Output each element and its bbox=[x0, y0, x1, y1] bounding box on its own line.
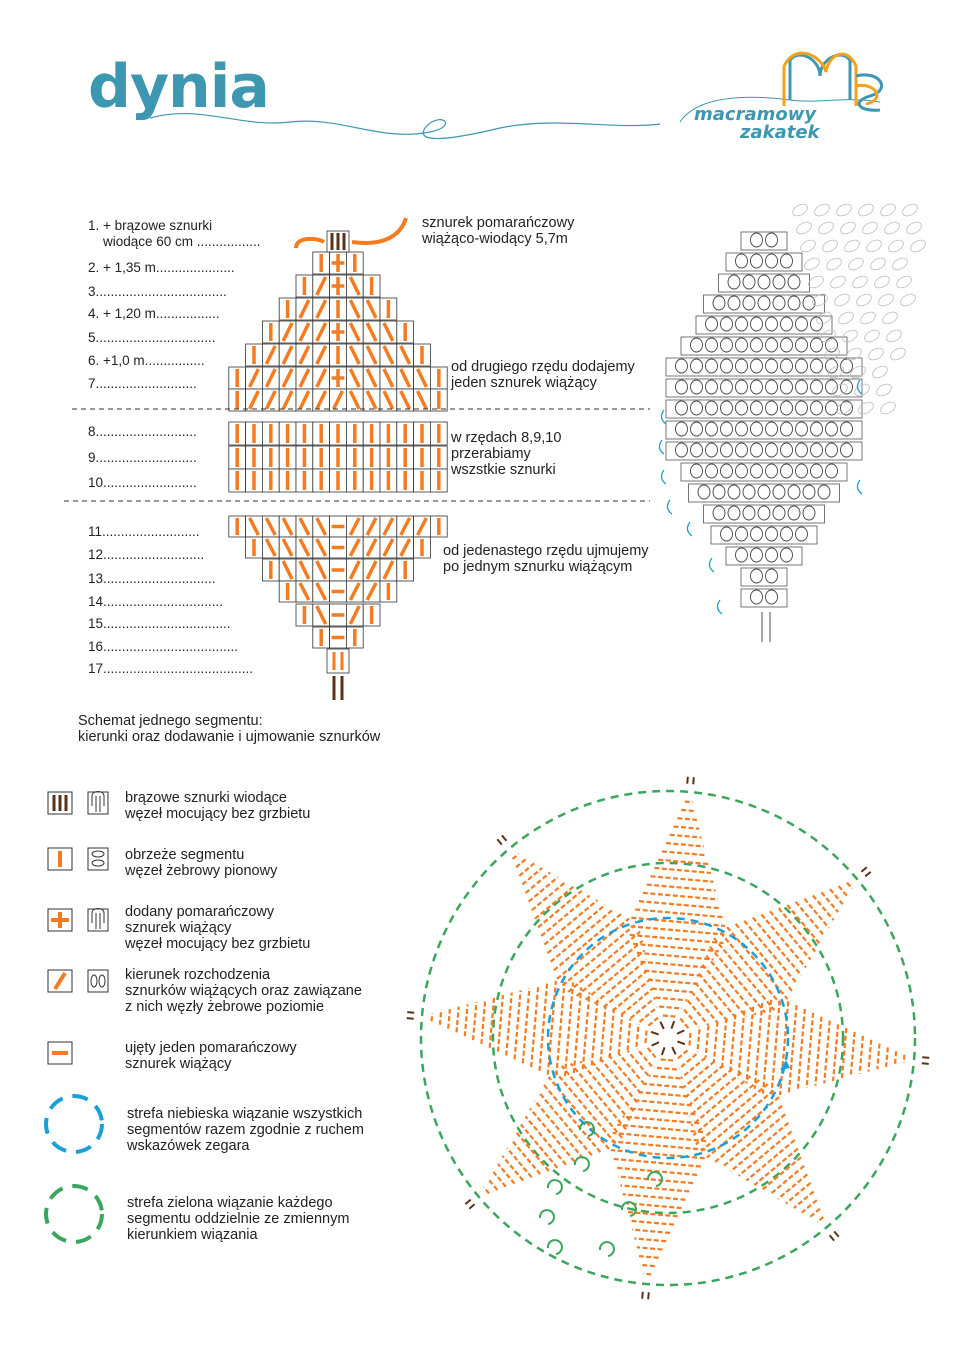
knot-pill bbox=[803, 506, 815, 520]
neighbor-knot bbox=[861, 220, 880, 237]
knot-pill bbox=[743, 296, 755, 310]
knot-pill bbox=[676, 401, 688, 415]
knot-pill bbox=[676, 359, 688, 373]
knot-pill bbox=[691, 401, 703, 415]
knot-pill bbox=[691, 422, 703, 436]
neighbor-knot bbox=[881, 310, 900, 327]
knot-pill bbox=[698, 485, 710, 499]
knot-pill bbox=[736, 443, 748, 457]
knot-pill bbox=[766, 359, 778, 373]
knot-pill bbox=[751, 254, 763, 268]
row-label-15: 15.................................. bbox=[88, 616, 231, 631]
knot-pill bbox=[706, 401, 718, 415]
row-label-6: 6. +1,0 m................ bbox=[88, 353, 205, 368]
knot-pill bbox=[736, 359, 748, 373]
knot-pill bbox=[736, 317, 748, 331]
knot-pill bbox=[796, 380, 808, 394]
knot-pill bbox=[811, 359, 823, 373]
neighbor-knot bbox=[857, 202, 876, 219]
knot-pill bbox=[773, 485, 785, 499]
neighbor-knot bbox=[857, 400, 876, 417]
knot-pill bbox=[781, 443, 793, 457]
knot-pill bbox=[781, 254, 793, 268]
knot-pill bbox=[713, 485, 725, 499]
knot-pill bbox=[751, 359, 763, 373]
neighbor-knot bbox=[879, 400, 898, 417]
neighbor-knot bbox=[891, 256, 910, 273]
knot-pill bbox=[751, 443, 763, 457]
neighbor-knot bbox=[899, 292, 918, 309]
row-label-17: 17........................................ bbox=[88, 661, 254, 676]
neighbor-knot bbox=[847, 256, 866, 273]
knot-blue-arrow bbox=[709, 558, 714, 572]
row-label-1: 1. + brązowe sznurki wiodące 60 cm ................. bbox=[88, 218, 261, 249]
neighbor-knot bbox=[871, 364, 890, 381]
knot-pill bbox=[796, 359, 808, 373]
knot-pill bbox=[713, 506, 725, 520]
knot-pill bbox=[743, 275, 755, 289]
neighbor-knot bbox=[889, 346, 908, 363]
knot-blue-arrow bbox=[661, 410, 666, 424]
neighbor-knot bbox=[791, 202, 810, 219]
knot-pill bbox=[788, 296, 800, 310]
knot-pill bbox=[691, 464, 703, 478]
neighbor-knot bbox=[795, 220, 814, 237]
knot-pill bbox=[773, 506, 785, 520]
knot-pill bbox=[751, 527, 763, 541]
knot-pill bbox=[721, 338, 733, 352]
knot-pill bbox=[721, 380, 733, 394]
row-label-8: 8........................... bbox=[88, 424, 197, 439]
knot-pill bbox=[751, 338, 763, 352]
row-label-13: 13.............................. bbox=[88, 571, 216, 586]
knot-pill bbox=[811, 380, 823, 394]
knot-pill bbox=[766, 527, 778, 541]
knot-row-frame bbox=[741, 232, 787, 250]
knot-row-frame bbox=[741, 568, 787, 586]
knot-pill bbox=[811, 464, 823, 478]
neighbor-knot bbox=[883, 220, 902, 237]
knot-pill bbox=[736, 548, 748, 562]
neighbor-knot bbox=[905, 220, 924, 237]
knot-pill bbox=[721, 317, 733, 331]
neighbor-knot bbox=[799, 238, 818, 255]
knot-pill bbox=[758, 275, 770, 289]
knot-pill bbox=[766, 233, 778, 247]
knot-pill bbox=[781, 359, 793, 373]
knot-pill bbox=[721, 422, 733, 436]
knot-pill bbox=[736, 527, 748, 541]
note-add-cord: od drugiego rzędu dodajemy jeden sznurek wiążący bbox=[451, 359, 635, 391]
knot-pill bbox=[796, 338, 808, 352]
neighbor-knot bbox=[833, 292, 852, 309]
logo-text-line1: macramowy bbox=[694, 104, 817, 125]
neighbor-knot bbox=[803, 256, 822, 273]
neighbor-knot bbox=[813, 202, 832, 219]
knot-pill bbox=[706, 359, 718, 373]
row-label-11: 11.......................... bbox=[88, 524, 200, 539]
knot-pill bbox=[758, 506, 770, 520]
knot-pill bbox=[736, 254, 748, 268]
neighbor-knot bbox=[837, 310, 856, 327]
knot-pill bbox=[826, 359, 838, 373]
knot-pill bbox=[751, 464, 763, 478]
knot-pill bbox=[736, 401, 748, 415]
neighbor-knot bbox=[859, 310, 878, 327]
knot-pill bbox=[751, 590, 763, 604]
knot-pill bbox=[766, 380, 778, 394]
note-remove-cord: od jedenastego rzędu ujmujemy po jednym sznurku wiążącym bbox=[443, 543, 649, 575]
knot-pill bbox=[706, 422, 718, 436]
knot-blue-arrow bbox=[661, 470, 666, 484]
neighbor-knot bbox=[851, 274, 870, 291]
neighbor-knot bbox=[855, 292, 874, 309]
knot-blue-arrow bbox=[667, 500, 672, 514]
neighbor-knot bbox=[843, 238, 862, 255]
knot-pill bbox=[676, 380, 688, 394]
legend-text-diagonal: kierunek rozchodzenia sznurków wiążących oraz zawiązane z nich węzły żebrowe poziomie bbox=[125, 967, 362, 1015]
knot-pill bbox=[766, 317, 778, 331]
knot-pill bbox=[736, 422, 748, 436]
knot-pill bbox=[751, 317, 763, 331]
legend-text-green-zone: strefa zielona wiązanie każdego segmentu oddzielnie ze zmiennym kierunkiem wiązania bbox=[127, 1195, 350, 1243]
neighbor-knot bbox=[885, 328, 904, 345]
knot-pill bbox=[788, 506, 800, 520]
knot-pill bbox=[758, 485, 770, 499]
row-label-16: 16.................................... bbox=[88, 639, 239, 654]
knot-pill bbox=[706, 443, 718, 457]
knot-blue-arrow bbox=[857, 380, 862, 394]
row-label-7: 7........................... bbox=[88, 376, 197, 391]
knot-pill bbox=[743, 506, 755, 520]
legend-text-edge: obrzeże segmentu węzeł żebrowy pionowy bbox=[125, 847, 278, 879]
knot-pill bbox=[796, 317, 808, 331]
knot-pill bbox=[826, 401, 838, 415]
knot-pill bbox=[796, 422, 808, 436]
neighbor-knot bbox=[835, 202, 854, 219]
knot-pill bbox=[766, 548, 778, 562]
knot-pill bbox=[781, 401, 793, 415]
knot-pill bbox=[721, 464, 733, 478]
knot-pill bbox=[781, 464, 793, 478]
knot-pill bbox=[826, 464, 838, 478]
knot-pill bbox=[728, 296, 740, 310]
knot-pill bbox=[766, 443, 778, 457]
neighbor-knot bbox=[867, 346, 886, 363]
knot-pill bbox=[841, 359, 853, 373]
knot-pill bbox=[803, 296, 815, 310]
knot-blue-arrow bbox=[717, 600, 722, 614]
knot-pill bbox=[781, 422, 793, 436]
knot-pill bbox=[736, 380, 748, 394]
row-label-9: 9........................... bbox=[88, 450, 197, 465]
neighbor-knot bbox=[901, 202, 920, 219]
row-label-2: 2. + 1,35 m..................... bbox=[88, 260, 235, 275]
knot-pill bbox=[788, 275, 800, 289]
neighbor-knot bbox=[887, 238, 906, 255]
legend-text-removed: ujęty jeden pomarańczowy sznurek wiążący bbox=[125, 1040, 297, 1072]
knot-pill bbox=[743, 485, 755, 499]
knot-row-frame bbox=[741, 589, 787, 607]
neighbor-knot bbox=[863, 328, 882, 345]
knot-pill bbox=[706, 380, 718, 394]
knot-pill bbox=[751, 233, 763, 247]
knot-pill bbox=[691, 359, 703, 373]
knot-blue-arrow bbox=[659, 440, 664, 454]
note-orange-cord: sznurek pomarańczowy wiążąco-wiodący 5,7m bbox=[422, 215, 575, 247]
neighbor-knot bbox=[839, 220, 858, 237]
knot-pill bbox=[713, 296, 725, 310]
knot-pill bbox=[706, 464, 718, 478]
knot-pill bbox=[706, 317, 718, 331]
knot-pill bbox=[751, 380, 763, 394]
knot-pill bbox=[676, 422, 688, 436]
legend-text-blue-zone: strefa niebieska wiązanie wszystkich segmentów razem zgodnie z ruchem wskazówek zegara bbox=[127, 1106, 364, 1154]
knot-pill bbox=[773, 296, 785, 310]
neighbor-knot bbox=[877, 292, 896, 309]
knot-pill bbox=[766, 401, 778, 415]
knot-pill bbox=[766, 254, 778, 268]
knot-pill bbox=[758, 296, 770, 310]
knot-pill bbox=[766, 338, 778, 352]
knot-pill bbox=[826, 443, 838, 457]
neighbor-knot bbox=[817, 220, 836, 237]
knot-pill bbox=[691, 443, 703, 457]
neighbor-knot bbox=[821, 238, 840, 255]
neighbor-knot bbox=[873, 274, 892, 291]
knot-pill bbox=[803, 485, 815, 499]
neighbor-knot bbox=[825, 256, 844, 273]
row-label-12: 12........................... bbox=[88, 547, 205, 562]
row-label-14: 14................................ bbox=[88, 594, 224, 609]
neighbor-knot bbox=[895, 274, 914, 291]
neighbor-knot bbox=[909, 238, 928, 255]
neighbor-knot bbox=[875, 382, 894, 399]
knot-pill bbox=[796, 401, 808, 415]
legend-text-added: dodany pomarańczowy sznurek wiążący węzeł mocujący bez grzbietu bbox=[125, 904, 311, 952]
note-middle-rows: w rzędach 8,9,10 przerabiamy wszstkie sznurki bbox=[451, 430, 562, 478]
knot-blue-arrow bbox=[687, 522, 692, 536]
knot-pill bbox=[796, 527, 808, 541]
knot-blue-arrow bbox=[857, 480, 862, 494]
knot-pill bbox=[811, 401, 823, 415]
knot-pill bbox=[811, 422, 823, 436]
legend-text-brown: brązowe sznurki wiodące węzeł mocujący bez grzbietu bbox=[125, 790, 311, 822]
knot-pill bbox=[841, 422, 853, 436]
knot-pill bbox=[781, 317, 793, 331]
knot-pill bbox=[766, 464, 778, 478]
row-label-3: 3................................... bbox=[88, 284, 227, 299]
knot-pill bbox=[818, 485, 830, 499]
schema-caption: Schemat jednego segmentu: kierunki oraz dodawanie i ujmowanie sznurków bbox=[78, 713, 381, 745]
knot-pill bbox=[766, 569, 778, 583]
neighbor-knot bbox=[829, 274, 848, 291]
knot-pill bbox=[766, 590, 778, 604]
knot-pill bbox=[841, 380, 853, 394]
neighbor-knot bbox=[879, 202, 898, 219]
row-label-5: 5................................ bbox=[88, 330, 216, 345]
knot-pill bbox=[766, 422, 778, 436]
knot-pill bbox=[721, 443, 733, 457]
knot-pill bbox=[781, 527, 793, 541]
brand-logo: dynia bbox=[88, 52, 269, 122]
knot-pill bbox=[728, 506, 740, 520]
knot-pill bbox=[721, 401, 733, 415]
knot-pill bbox=[811, 443, 823, 457]
knot-pill bbox=[788, 485, 800, 499]
knot-pill bbox=[736, 464, 748, 478]
knot-pill bbox=[691, 380, 703, 394]
knot-pill bbox=[841, 443, 853, 457]
knot-pill bbox=[721, 359, 733, 373]
knot-pill bbox=[676, 443, 688, 457]
knot-pill bbox=[736, 338, 748, 352]
knot-pill bbox=[751, 422, 763, 436]
neighbor-knot bbox=[823, 346, 842, 363]
knot-pill bbox=[706, 338, 718, 352]
knot-pill bbox=[781, 380, 793, 394]
logo-text-line2: zakatek bbox=[740, 122, 820, 143]
row-label-10: 10......................... bbox=[88, 475, 197, 490]
knot-pill bbox=[751, 401, 763, 415]
knot-pill bbox=[751, 548, 763, 562]
knot-pill bbox=[796, 464, 808, 478]
knot-pill bbox=[728, 485, 740, 499]
knot-pill bbox=[826, 422, 838, 436]
knot-pill bbox=[781, 548, 793, 562]
neighbor-knot bbox=[841, 328, 860, 345]
knot-pill bbox=[796, 443, 808, 457]
knot-pill bbox=[691, 338, 703, 352]
knot-pill bbox=[721, 527, 733, 541]
neighbor-knot bbox=[865, 238, 884, 255]
knot-pill bbox=[781, 338, 793, 352]
neighbor-knot bbox=[869, 256, 888, 273]
knot-pill bbox=[751, 569, 763, 583]
row-label-4: 4. + 1,20 m................. bbox=[88, 306, 220, 321]
knot-pill bbox=[728, 275, 740, 289]
knot-pill bbox=[773, 275, 785, 289]
